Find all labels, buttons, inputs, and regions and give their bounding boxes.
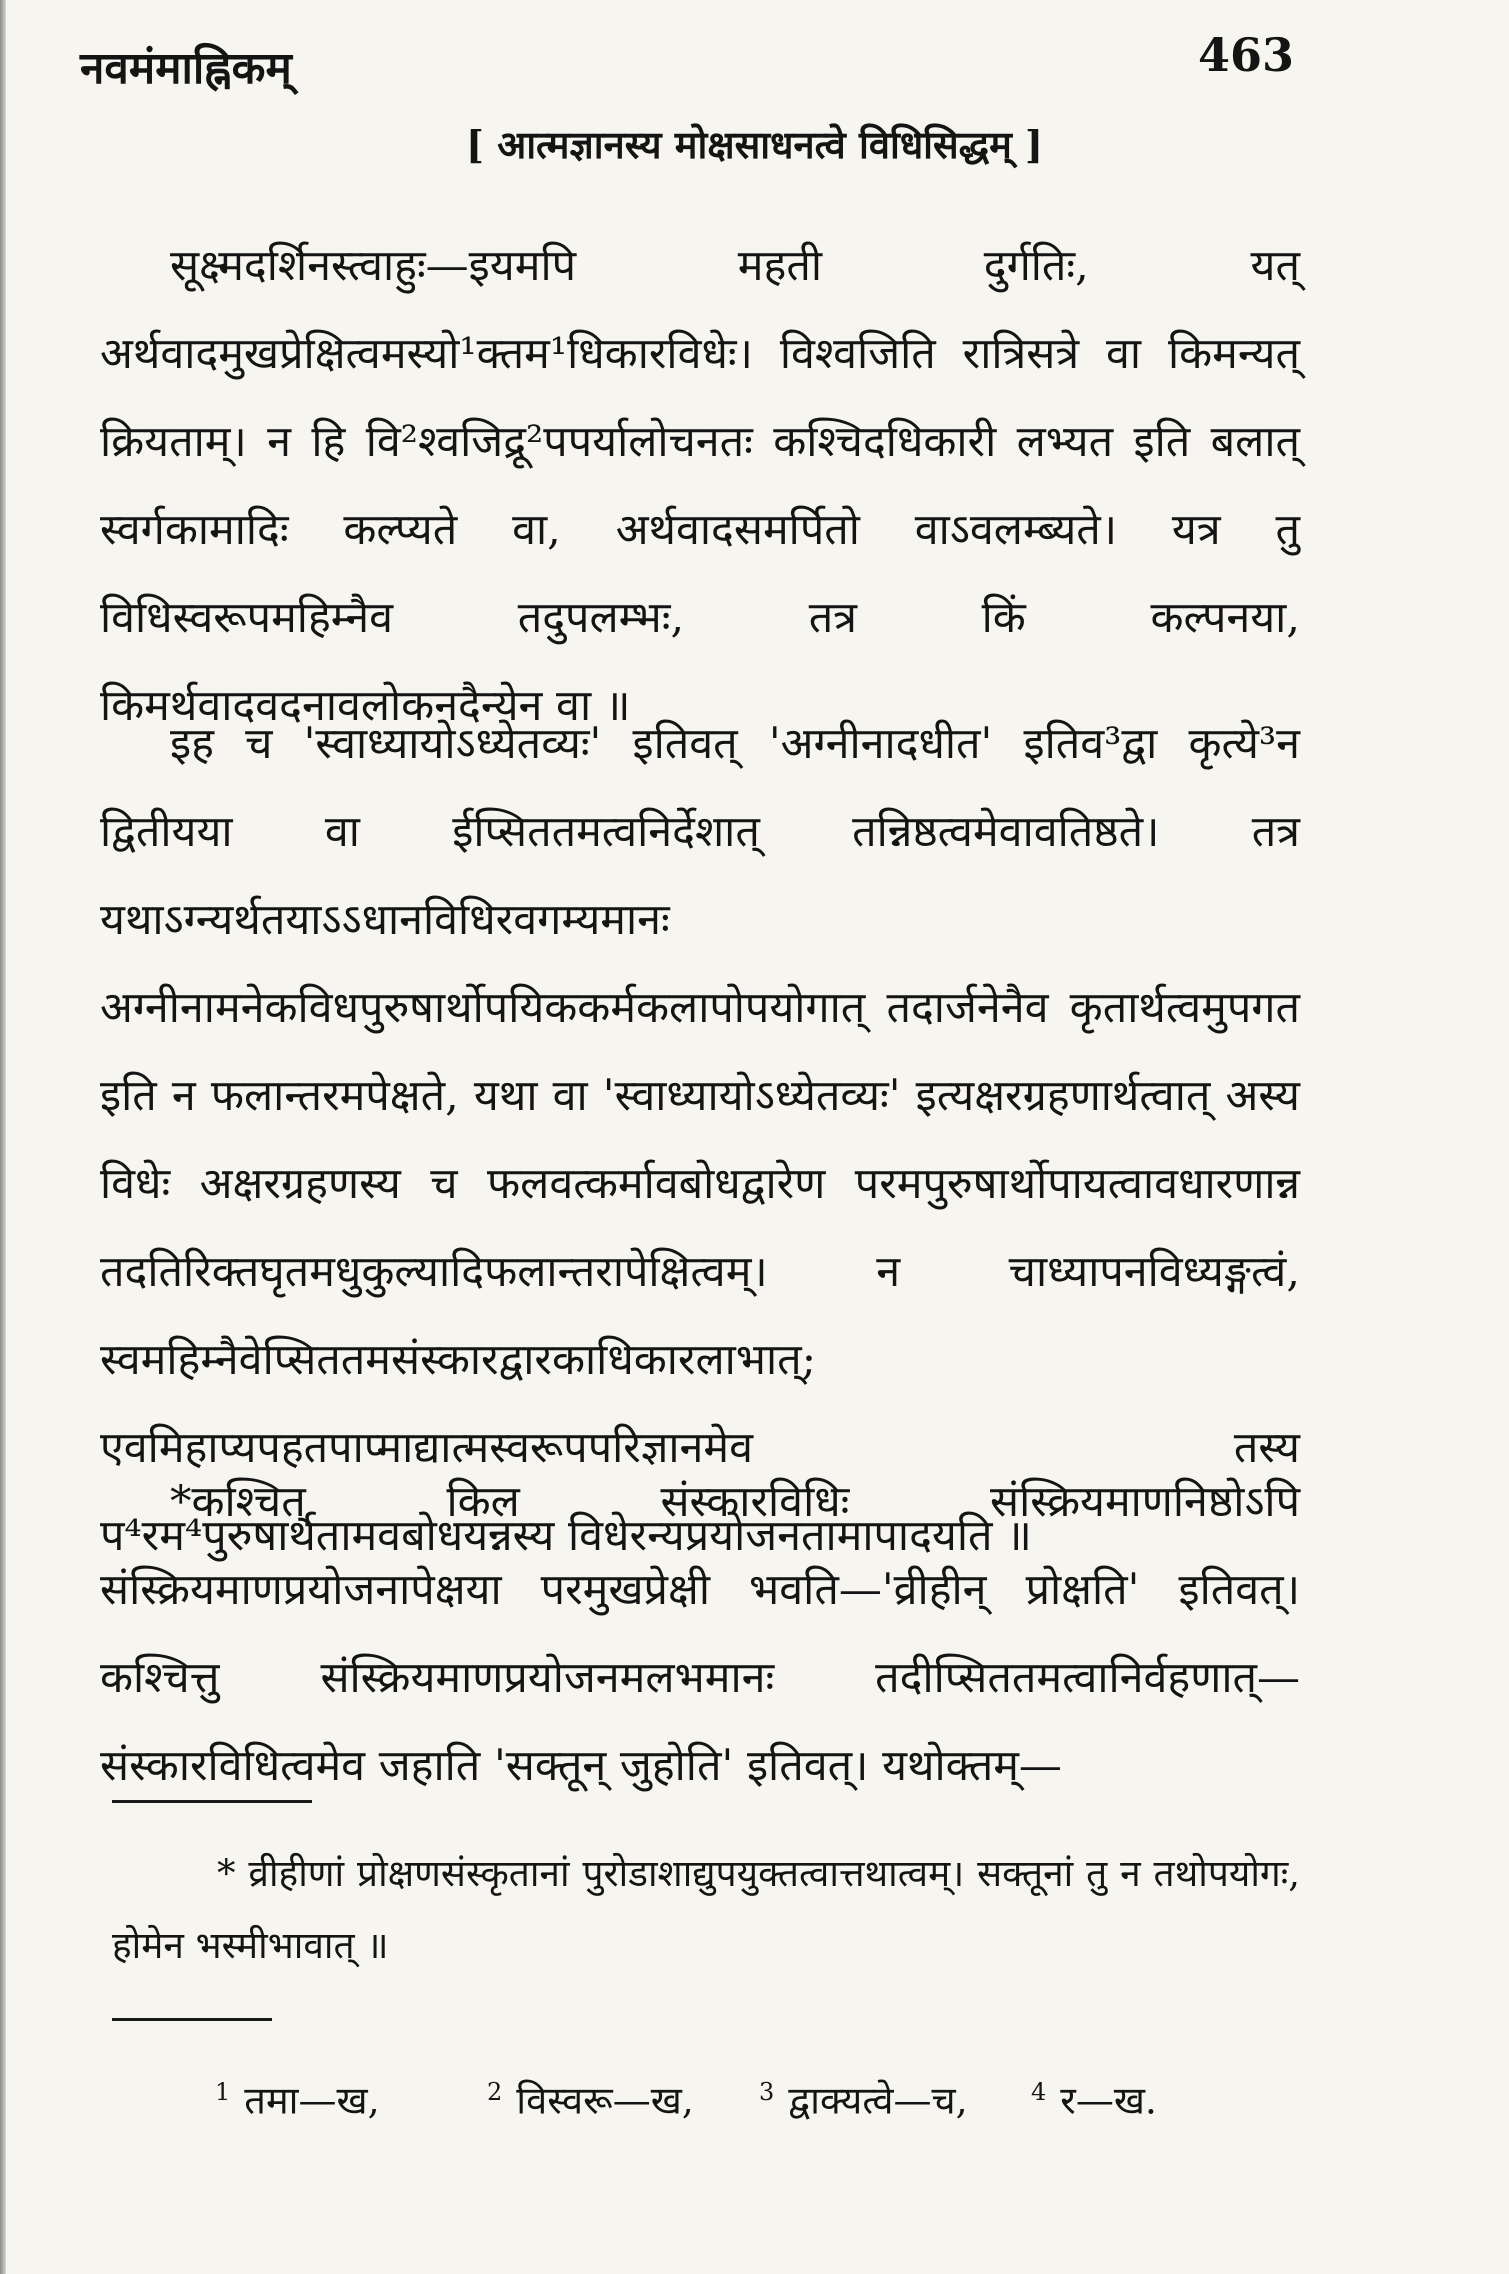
footnote-separator bbox=[112, 1800, 312, 1803]
variant-reading: $^4$ र—ख. bbox=[1031, 2078, 1157, 2123]
running-head: नवमंमाह्निकम् bbox=[80, 43, 292, 94]
variant-reading: $^3$ द्वाक्यत्वे—च, bbox=[759, 2078, 968, 2123]
variant-readings bbox=[215, 2062, 1315, 2131]
page-header bbox=[80, 28, 1294, 108]
paragraph-2: इह च 'स्वाध्यायोऽध्येतव्यः' इतिवत् 'अग्नीनादधीत' इतिव³द्वा कृत्ये³न द्वितीयया वा ईप्सिततमत्वनिर्देशात् तन्निष्ठत्वमेवावतिष्ठते। तत्र यथाऽग्न्यर्थतयाऽऽधानविधिरवगम्यमानः अग्नीनामनेकविधपुरुषार्थोपयिककर्मकलापोपयोगात् तदार्जनेनैव कृतार्थत्वमुपगत इति न फलान्तरमपेक्षते, यथा वा 'स्वाध्यायोऽध्येतव्यः' इत्यक्षरग्रहणार्थत्वात् अस्य विधेः अक्षरग्रहणस्य च फलवत्कर्मावबोधद्वारेण परमपुरुषार्थोपायत्वावधारणान्न तदतिरिक्तघृतमधुकुल्यादिफलान्तरापेक्षित्वम्। न चाध्यापनविध्यङ्गत्वं, स्वमहिम्नैवेप्सिततमसंस्कारद्वारकाधिकारलाभात्; एवमिहाप्यपहतपाप्माद्यात्मस्वरूपपरिज्ञानमेव तस्य प⁴रम⁴पुरुषार्थतामवबोधयन्नस्य विधेरन्यप्रयोजनतामापादयति ॥ bbox=[100, 719, 1300, 1561]
paragraph-1: सूक्ष्मदर्शिनस्त्वाहुः—इयमपि महती दुर्गतिः, यत् अर्थवादमुखप्रेक्षित्वमस्यो¹क्तम¹धिकारविधेः। विश्वजिति रात्रिसत्रे वा किमन्यत् क्रियताम्। न हि वि²श्वजिद्रू²पपर्यालोचनतः कश्चिदधिकारी लभ्यत इति बलात् स्वर्गकामादिः कल्प्यते वा, अर्थवादसमर्पितो वाऽवलम्ब्यते। यत्र तु विधिस्वरूपमहिम्नैव तदुपलम्भः, तत्र किं कल्पनया, किमर्थवादवदनावलोकनदैन्येन वा ॥ bbox=[100, 241, 1300, 731]
variant-reading: $^2$ विस्वरू—ख, bbox=[487, 2078, 694, 2123]
section-heading: [ आत्मज्ञानस्य मोक्षसाधनत्वे विधिसिद्धम् ] bbox=[465, 122, 1044, 167]
variant-reading: $^1$ तमा—ख, bbox=[215, 2078, 380, 2123]
page-number: 463 bbox=[1197, 28, 1294, 82]
page-binding-edge bbox=[0, 0, 6, 2274]
paragraph-3: *कश्चित् किल संस्कारविधिः संस्क्रियमाणनिष्ठोऽपि संस्क्रियमाणप्रयोजनापेक्षया परमुखप्रेक्षी भवति—'व्रीहीन् प्रोक्षति' इतिवत्। कश्चित्तु संस्क्रियमाणप्रयोजनमलभमानः तदीप्सिततमत्वानिर्वहणात्—संस्कारविधित्वमेव जहाति 'सक्तून् जुहोति' इतिवत्। यथोक्तम्— bbox=[100, 1477, 1300, 1791]
footnote: * व्रीहीणां प्रोक्षणसंस्कृतानां पुरोडाशाद्युपयुक्तत्वात्तथात्वम्। सक्तूनां तु न तथोपयोगः, होमेन भस्मीभावात् ॥ bbox=[112, 1852, 1300, 1967]
variants-separator bbox=[112, 2018, 272, 2021]
